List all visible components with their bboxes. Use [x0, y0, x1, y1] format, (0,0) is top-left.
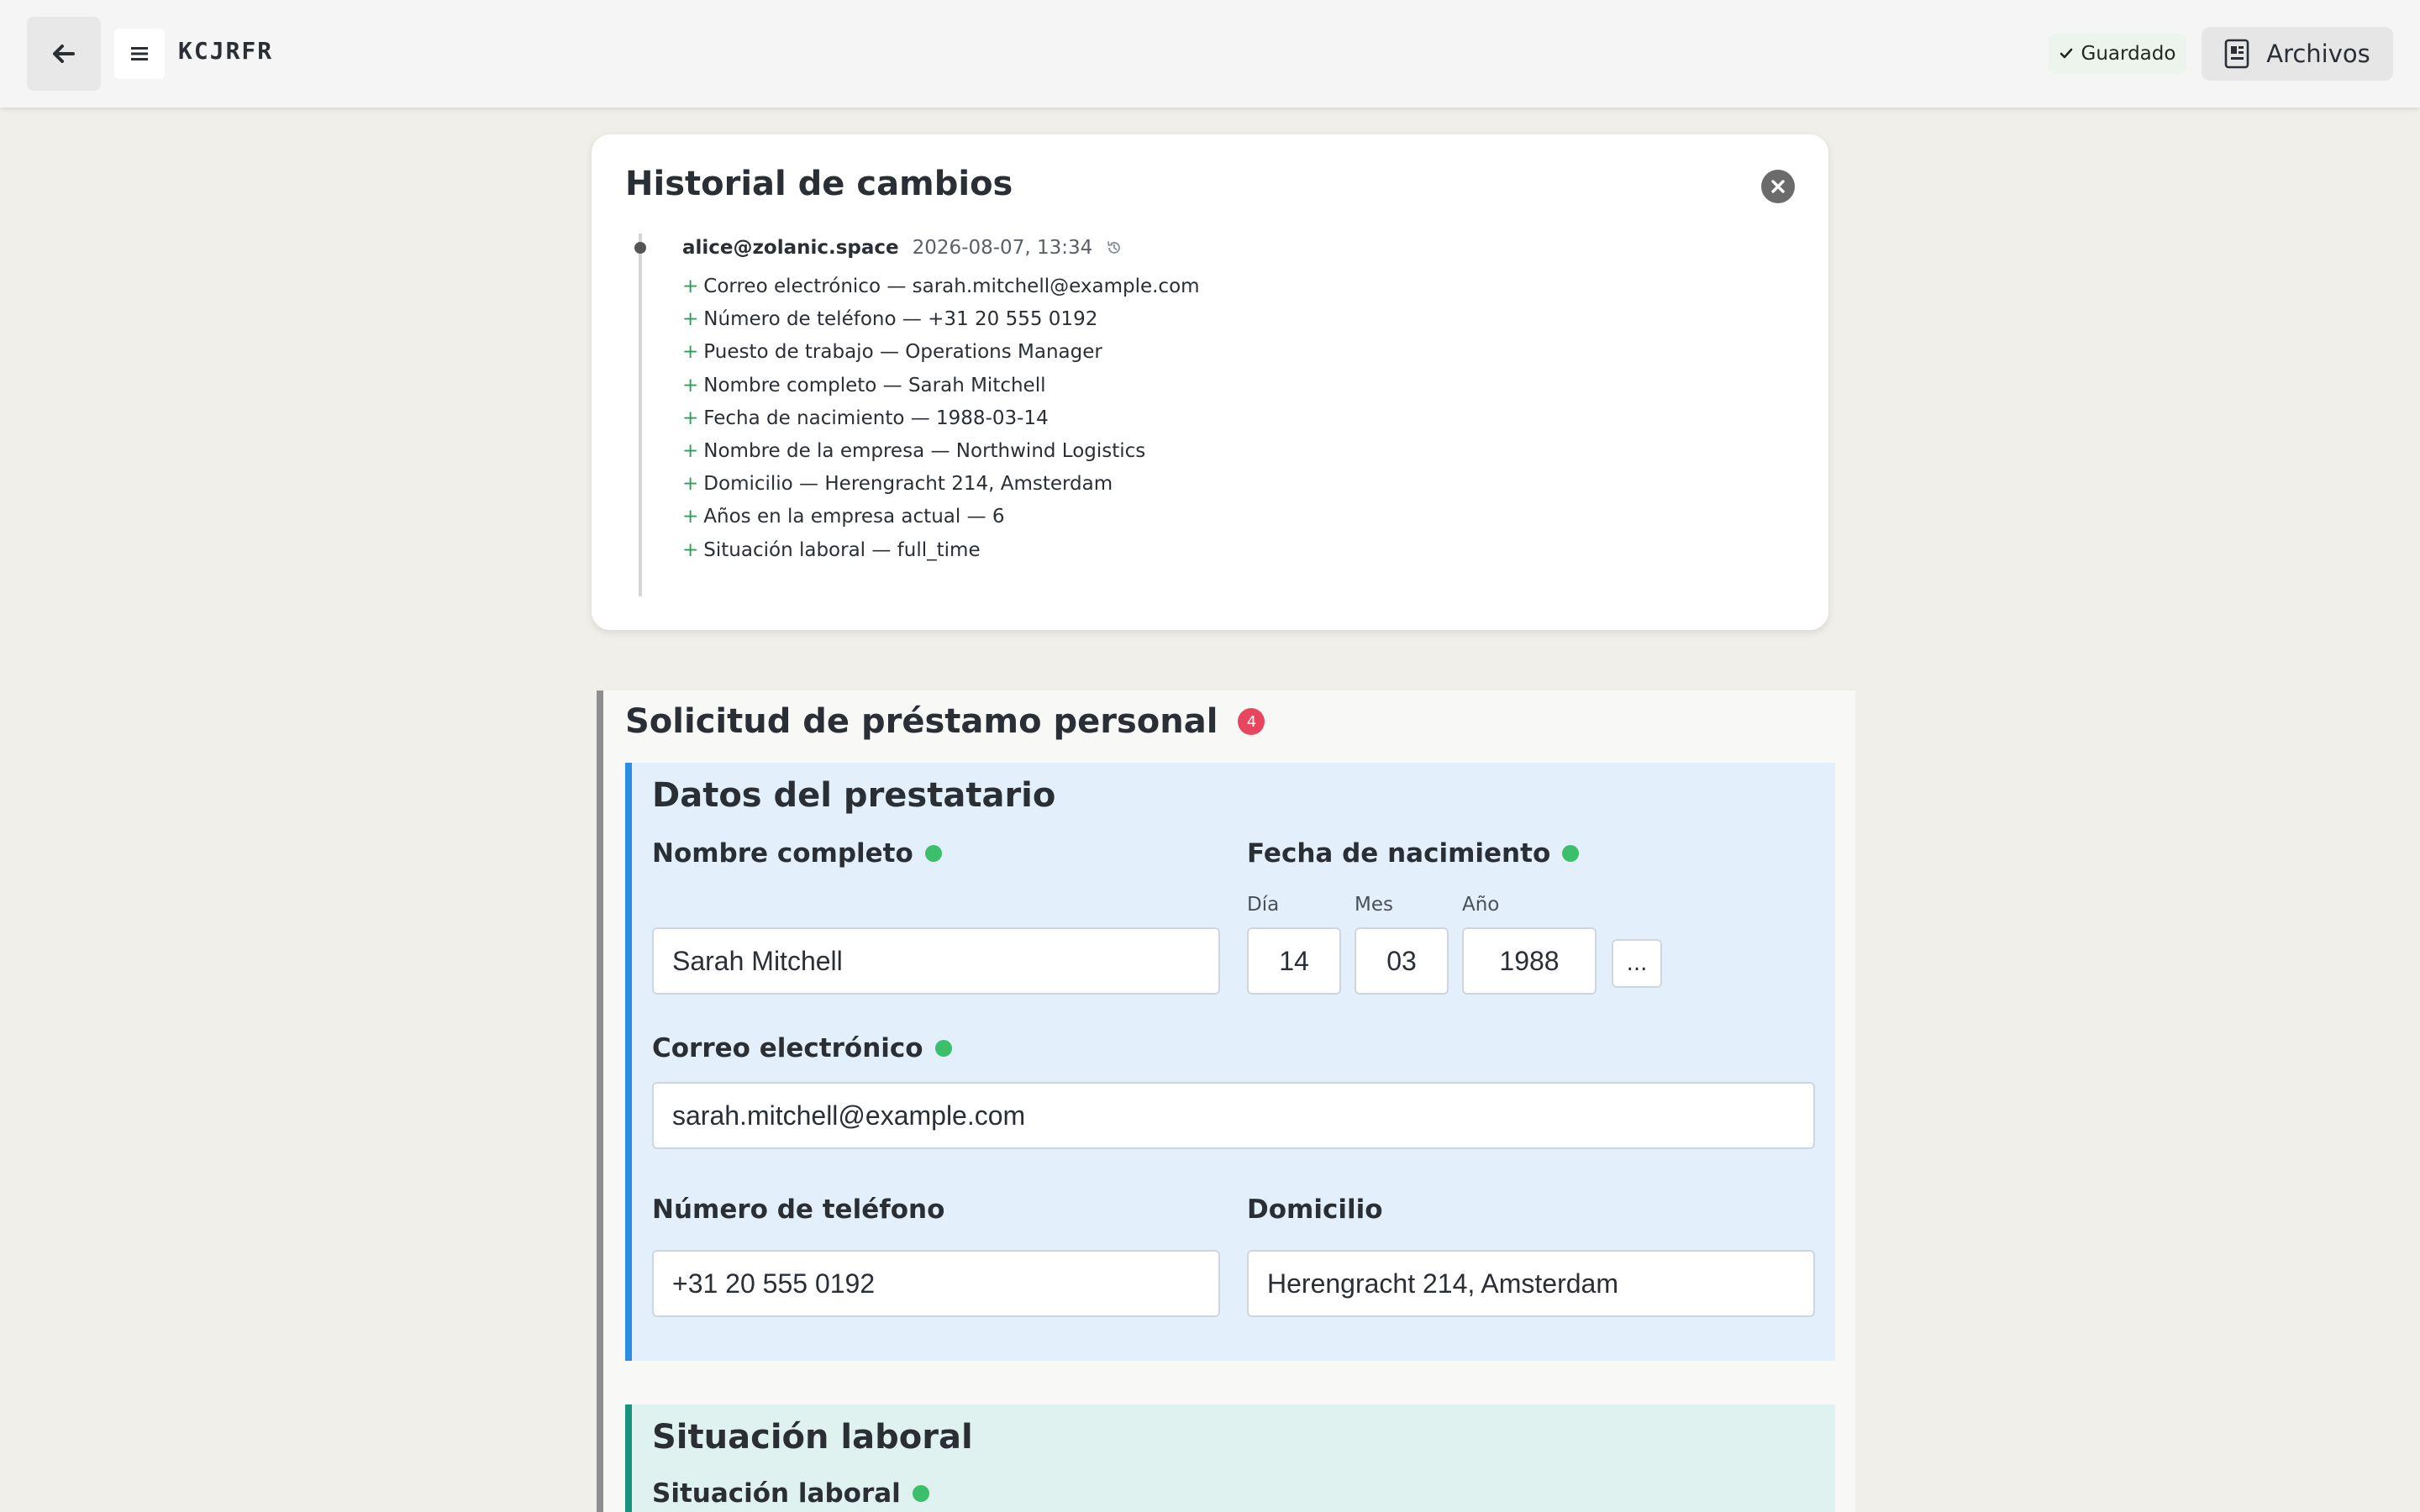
menu-button[interactable] [114, 29, 165, 79]
timeline-line [639, 234, 642, 596]
arrow-left-icon [53, 45, 75, 63]
employment-section-title: Situación laboral [652, 1418, 973, 1457]
issue-count-badge: 4 [1238, 708, 1265, 735]
address-label: Domicilio [1247, 1194, 1383, 1225]
change-item: + Número de teléfono — +31 20 555 0192 [682, 308, 1098, 331]
email-label: Correo electrónico [652, 1033, 952, 1063]
restore-icon[interactable] [1106, 239, 1123, 256]
phone-input[interactable]: +31 20 555 0192 [652, 1250, 1220, 1317]
dob-label: Fecha de nacimiento [1247, 838, 1579, 869]
saved-status-badge [2049, 34, 2186, 74]
borrower-section [625, 763, 1835, 1361]
status-dot-icon [913, 1485, 929, 1502]
borrower-section-title: Datos del prestatario [652, 776, 1056, 815]
files-button[interactable] [2202, 27, 2393, 81]
change-item: + Domicilio — Herengracht 214, Amsterdam [682, 473, 1113, 496]
month-label: Mes [1355, 894, 1393, 916]
day-label: Día [1247, 894, 1280, 916]
dob-year-input[interactable]: 1988 [1462, 927, 1597, 995]
address-input[interactable]: Herengracht 214, Amsterdam [1247, 1250, 1815, 1317]
form-title-text: Solicitud de préstamo personal [625, 702, 1218, 741]
employment-section [625, 1404, 1835, 1512]
form-title [625, 702, 1265, 741]
email-input[interactable]: sarah.mitchell@example.com [652, 1082, 1815, 1149]
top-bar [0, 0, 2420, 108]
hamburger-icon [130, 46, 149, 61]
back-button[interactable] [27, 17, 101, 91]
entry-timestamp: 2026-08-07, 13:34 [912, 237, 1093, 259]
change-item: + Nombre completo — Sarah Mitchell [682, 374, 1046, 396]
close-icon [1770, 179, 1786, 194]
saved-label: Guardado [2081, 43, 2176, 65]
history-title: Historial de cambios [625, 165, 1013, 203]
year-label: Año [1462, 894, 1500, 916]
dob-month-input[interactable]: 03 [1355, 927, 1449, 995]
change-item: + Puesto de trabajo — Operations Manager [682, 341, 1102, 364]
full-name-input[interactable]: Sarah Mitchell [652, 927, 1220, 995]
change-item: + Nombre de la empresa — Northwind Logistics [682, 439, 1146, 462]
full-name-label: Nombre completo [652, 838, 942, 869]
check-icon [2060, 48, 2073, 60]
timeline-dot [634, 242, 646, 254]
close-history-button[interactable] [1761, 170, 1795, 203]
change-list [682, 270, 1200, 567]
change-item: + Fecha de nacimiento — 1988-03-14 [682, 407, 1049, 429]
status-dot-icon [1562, 845, 1579, 862]
change-item: + Años en la empresa actual — 6 [682, 506, 1005, 528]
change-item: + Correo electrónico — sarah.mitchell@example.com [682, 276, 1200, 297]
date-picker-button[interactable]: ... [1612, 939, 1662, 988]
dob-day-input[interactable]: 14 [1247, 927, 1341, 995]
change-history-panel [592, 134, 1828, 630]
employment-status-label: Situación laboral [652, 1478, 929, 1509]
change-item: + Situación laboral — full_time [682, 538, 981, 561]
document-icon [2224, 39, 2249, 69]
loan-application-form [597, 690, 1855, 1512]
document-id: KCJRFR [178, 37, 274, 65]
files-label: Archivos [2266, 39, 2370, 68]
history-entry-header [682, 237, 1123, 259]
entry-user: alice@zolanic.space [682, 237, 899, 259]
phone-label: Número de teléfono [652, 1194, 945, 1225]
status-dot-icon [925, 845, 942, 862]
status-dot-icon [935, 1040, 952, 1057]
